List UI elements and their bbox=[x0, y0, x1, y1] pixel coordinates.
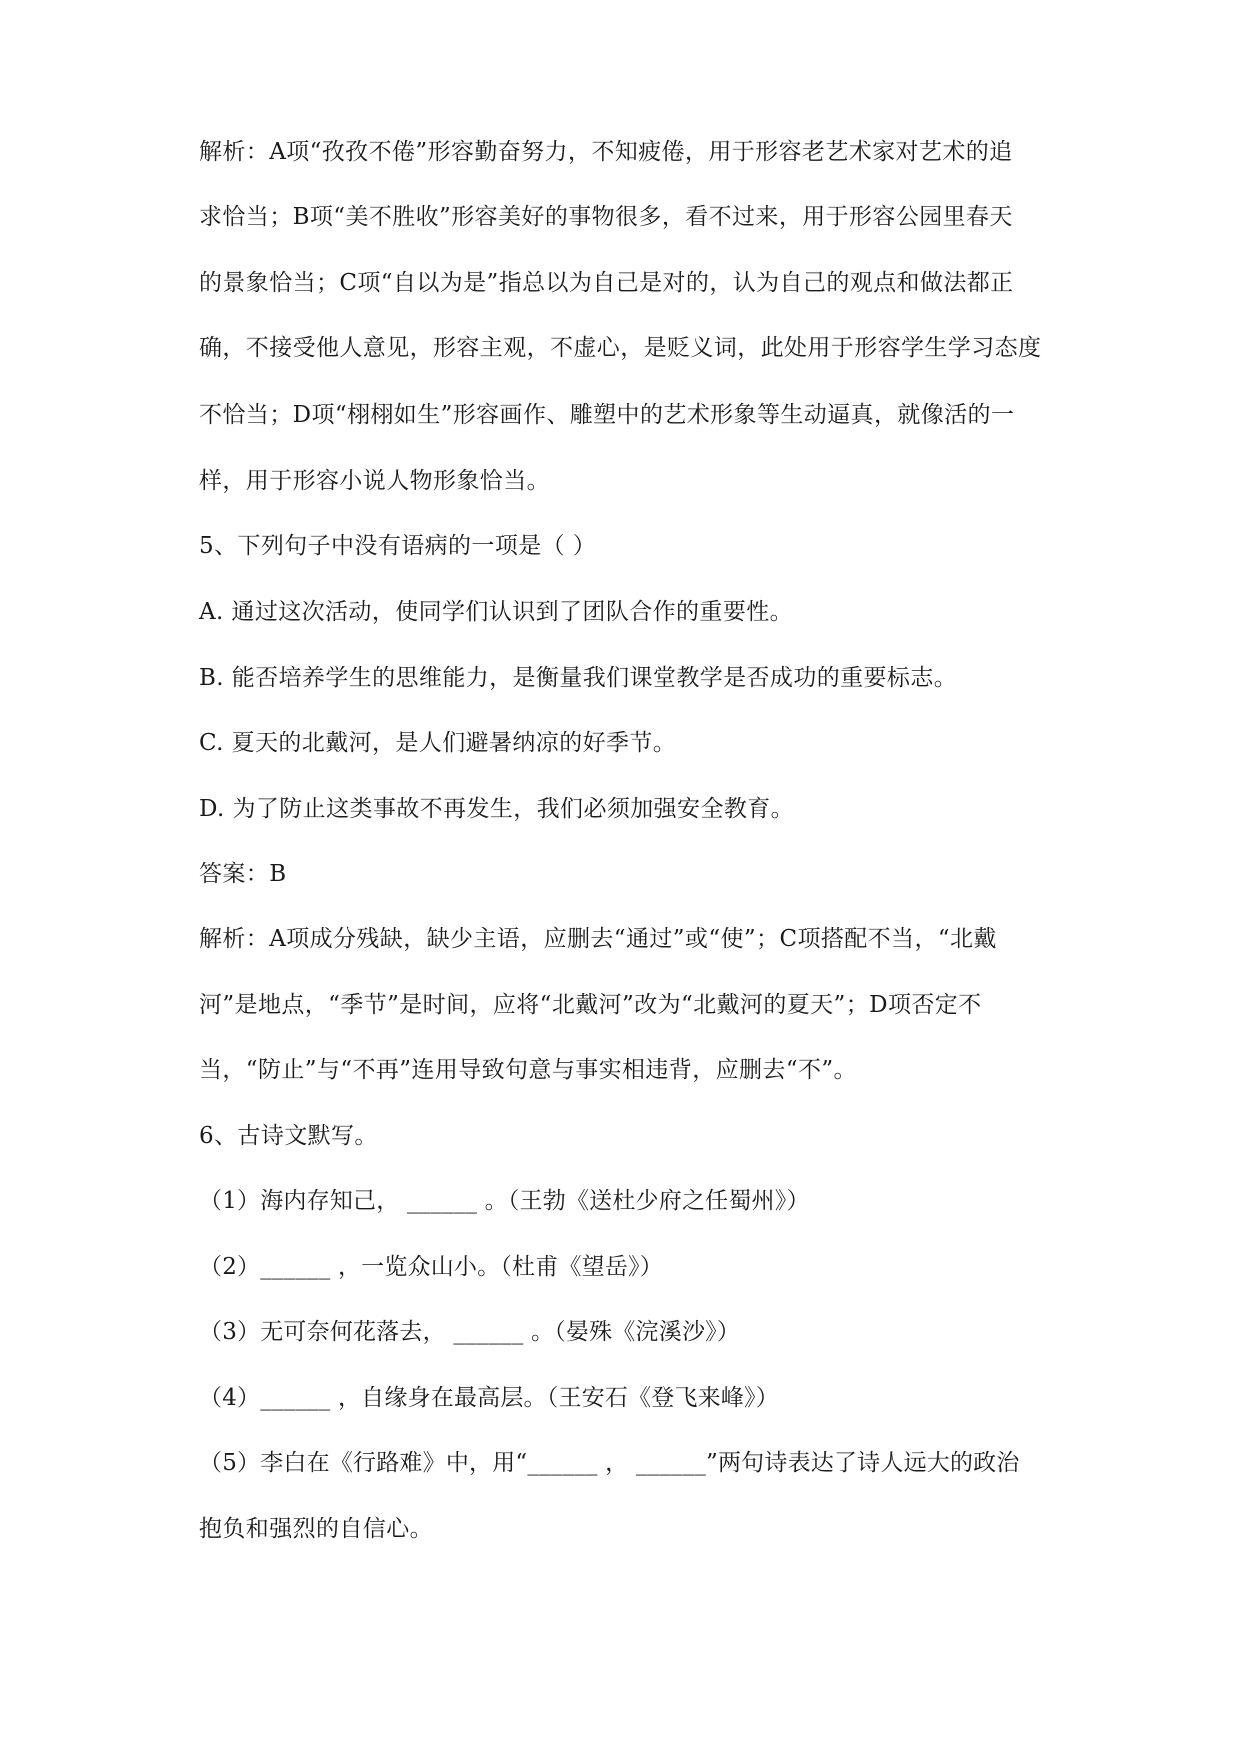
question-5-stem: 5、下列句子中没有语病的一项是（ ） bbox=[199, 533, 597, 559]
question-6-item-4: （4）______ ，自缘身在最高层。（王安石《登飞来峰》） bbox=[199, 1385, 779, 1411]
analysis-4-line-6: 样，用于形容小说人物形象恰当。 bbox=[199, 468, 550, 494]
question-5-option-a: A. 通过这次活动，使同学们认识到了团队合作的重要性。 bbox=[199, 599, 794, 625]
question-6-item-3: （3）无可奈何花落去， ______ 。（晏殊《浣溪沙》） bbox=[199, 1319, 741, 1345]
analysis-4-line-3: 的景象恰当；C项“自以为是”指总以为自己是对的，认为自己的观点和做法都正 bbox=[199, 270, 1014, 296]
question-5-option-d: D. 为了防止这类事故不再发生，我们必须加强安全教育。 bbox=[199, 796, 795, 822]
question-6-item-1: （1）海内存知己， ______ 。（王勃《送杜少府之任蜀州》） bbox=[199, 1188, 810, 1214]
question-6-item-2: （2）______ ，一览众山小。（杜甫《望岳》） bbox=[199, 1254, 663, 1280]
analysis-4-line-2: 求恰当；B项“美不胜收”形容美好的事物很多，看不过来，用于形容公园里春天 bbox=[199, 204, 1013, 230]
analysis-4-line-4: 确，不接受他人意见，形容主观，不虚心，是贬义词，此处用于形容学生学习态度 bbox=[199, 335, 1042, 361]
question-6-item-5: （5）李白在《行路难》中，用“______ ， ______”两句诗表达了诗人远大的政治 bbox=[199, 1450, 1020, 1476]
question-5-option-b: B. 能否培养学生的思维能力，是衡量我们课堂教学是否成功的重要标志。 bbox=[199, 665, 958, 691]
question-5-analysis-line-2: 河”是地点，“季节”是时间，应将“北戴河”改为“北戴河的夏天”；D项否定不 bbox=[199, 992, 982, 1018]
analysis-4-line-5: 不恰当；D项“栩栩如生”形容画作、雕塑中的艺术形象等生动逼真，就像活的一 bbox=[199, 402, 1015, 428]
question-6-stem: 6、古诗文默写。 bbox=[199, 1123, 378, 1149]
question-5-option-c: C. 夏天的北戴河，是人们避暑纳凉的好季节。 bbox=[199, 730, 677, 756]
question-5-analysis-line-3: 当，“防止”与“不再”连用导致句意与事实相违背，应删去“不”。 bbox=[199, 1057, 857, 1083]
question-6-item-5-continued: 抱负和强烈的自信心。 bbox=[199, 1516, 433, 1542]
question-5-analysis-line-1: 解析：A项成分残缺，缺少主语，应删去“通过”或“使”；C项搭配不当，“北戴 bbox=[199, 926, 997, 952]
question-5-answer: 答案：B bbox=[199, 861, 287, 887]
analysis-4-line-1: 解析：A项“孜孜不倦”形容勤奋努力，不知疲倦，用于形容老艺术家对艺术的追 bbox=[199, 139, 1013, 165]
